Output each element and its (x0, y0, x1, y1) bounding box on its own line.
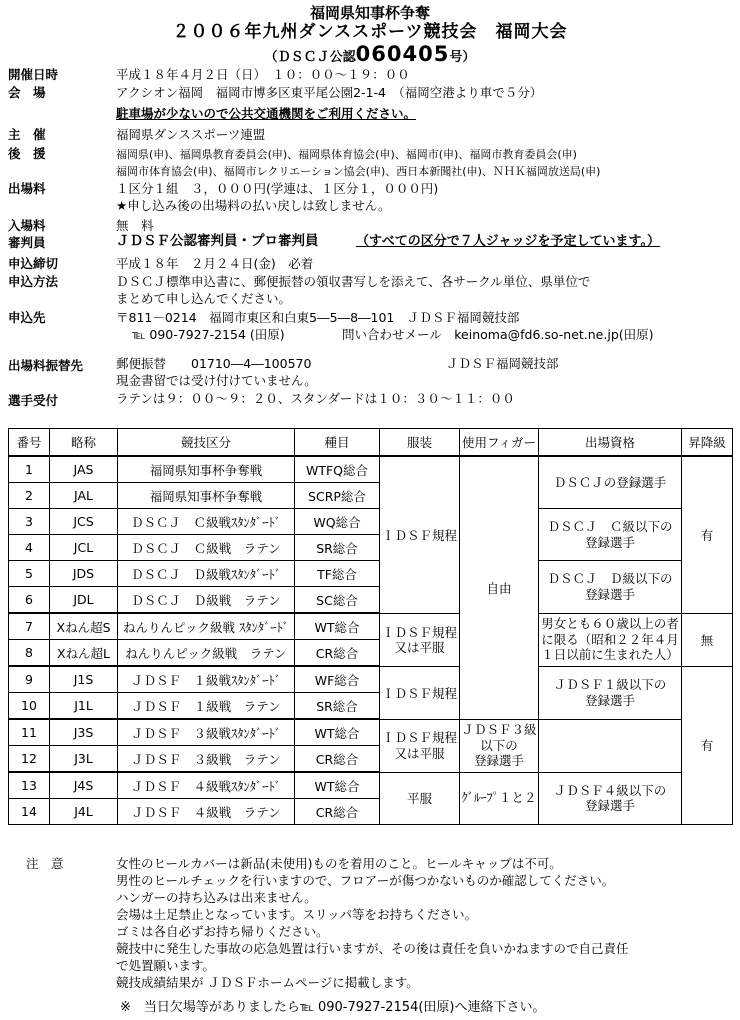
row-number: 6 (9, 587, 50, 614)
row-class: ＤＳＣＪ Ｃ級戦ｽﾀﾝﾀﾞｰﾄﾞ (118, 509, 295, 535)
row-abbr: J1S (50, 666, 118, 693)
fee-note: ★申し込み後の出場料の払い戻しは致しません。 (116, 198, 391, 213)
row-event: WF総合 (295, 666, 380, 693)
qual-4-line1: ＪＤＳＦ４級以下の (553, 782, 667, 798)
figure-free-cell: 自由 (460, 456, 539, 719)
row-abbr: J1L (50, 693, 118, 720)
row-number: 4 (9, 535, 50, 561)
deadline-value: 平成１８年 ２月２４日(金) 必着 (116, 256, 314, 271)
row-event: SCRP総合 (295, 483, 380, 509)
method-line1: ＤＳＣＪ標準申込書に、郵便振替の領収書写しを添えて、各サークル単位、県単位で (116, 274, 591, 289)
qual-nenrin-cell (539, 613, 682, 666)
row-number: 14 (9, 799, 50, 825)
qual-nenrin-line3: １日以前に生まれた人） (541, 647, 679, 663)
qual-4-cell (539, 772, 682, 825)
transfer-note: 現金書留では受け付けていません。 (116, 373, 317, 388)
title-line1: 福岡県知事杯争奪 (309, 4, 430, 22)
row-abbr: J4L (50, 799, 118, 825)
header-number: 番号 (9, 429, 50, 457)
row-event: SR総合 (295, 535, 380, 561)
row-event: CR総合 (295, 746, 380, 773)
row-event: WQ総合 (295, 509, 380, 535)
table-row (9, 456, 733, 483)
note-line: 女性のヒールカバーは新品(未使用)ものを着用のこと。ヒールキャップは不可。 (116, 856, 562, 871)
row-number: 1 (9, 456, 50, 483)
title-line2: ２００６年九州ダンススポーツ競技会 福岡大会 (172, 22, 568, 42)
row-class: ＤＳＣＪ Ｄ級戦 ラテン (118, 587, 295, 614)
header-figure: 使用フィガー (460, 429, 539, 457)
table-row (9, 772, 733, 799)
row-number: 2 (9, 483, 50, 509)
qual-dscj-cell: ＤＳＣＪの登録選手 (539, 456, 682, 509)
row-number: 12 (9, 746, 50, 773)
fee-value: １区分１組 ３，０００円(学連は、１区分１，０００円) (116, 181, 439, 196)
judge-value: ＪＤＳＦ公認審判員・プロ審判員 (116, 233, 319, 249)
row-class: ＪＤＳＦ １級戦 ラテン (118, 693, 295, 720)
table-row (9, 666, 733, 693)
qual-d-cell (539, 561, 682, 614)
qual-d-line2: 登録選手 (584, 586, 635, 602)
row-number: 7 (9, 613, 50, 640)
header-promotion: 昇降級 (682, 429, 733, 457)
support-line2: 福岡市体育協会(申)、福岡市レクリエーション協会(申)、西日本新聞社(申)、ＮＨＫ福岡放送局(申) (116, 165, 601, 178)
row-event: WT総合 (295, 719, 380, 746)
transfer-label: 出場料振替先 (8, 358, 84, 373)
address-contact: 問い合わせメール keinoma@fd6.so-net.ne.jp(田原) (342, 327, 654, 342)
row-number: 9 (9, 666, 50, 693)
promotion-cell-2: 無 (682, 613, 733, 666)
method-label: 申込方法 (8, 274, 59, 289)
host-value: 福岡県ダンススポーツ連盟 (116, 127, 266, 142)
row-abbr: Xねん超L (50, 640, 118, 667)
qual-c-line2: 登録選手 (584, 534, 635, 550)
promotion-cell-1: 有 (682, 456, 733, 613)
support-label: 後 援 (8, 146, 46, 161)
row-event: CR総合 (295, 640, 380, 667)
reception-label: 選手受付 (8, 393, 59, 408)
qual-3-line2: 登録選手 (473, 753, 524, 769)
qual-nenrin-line2: に限る（昭和２２年４月 (541, 631, 679, 647)
qual-1-line1: ＪＤＳＦ１級以下の (553, 676, 667, 692)
row-abbr: J3L (50, 746, 118, 773)
promotion-cell-3: 有 (682, 666, 733, 825)
qual-nenrin-line1: 男女とも６０歳以上の者 (541, 616, 679, 632)
row-event: TF総合 (295, 561, 380, 587)
note-line: 競技成績結果が ＪＤＳＦホームページに掲載します。 (116, 975, 419, 990)
judge-note: （すべての区分で７人ジャッジを予定しています。） (356, 234, 660, 249)
address-tel: ℡ 090-7927-2154 (田原) (132, 327, 285, 342)
row-class: ＤＳＣＪ Ｄ級戦ｽﾀﾝﾀﾞｰﾄﾞ (118, 561, 295, 587)
header-qualification: 出場資格 (539, 429, 682, 457)
row-class: 福岡県知事杯争奪戦 (118, 456, 295, 483)
date-value: 平成１８年４月２日（日） １０：００～１９：００ (116, 67, 410, 82)
header-abbr: 略称 (50, 429, 118, 457)
entry-value: 無 料 (116, 218, 154, 233)
row-class: ＪＤＳＦ ４級戦ｽﾀﾝﾀﾞｰﾄﾞ (118, 772, 295, 799)
qual-3-cell (460, 719, 539, 772)
row-class: ＪＤＳＦ ３級戦 ラテン (118, 746, 295, 773)
parking-note: 駐車場が少ないので公共交通機関をご利用ください。 (116, 106, 417, 121)
qual-1-line2: 登録選手 (584, 692, 635, 708)
address-label: 申込先 (8, 310, 46, 325)
fee-label: 出場料 (8, 181, 46, 196)
header-dress: 服装 (380, 429, 460, 457)
row-abbr: JAL (50, 483, 118, 509)
row-abbr: JCS (50, 509, 118, 535)
row-abbr: Xねん超S (50, 613, 118, 640)
certification-prefix: （ＤＳＣＪ公認 (264, 50, 356, 65)
row-number: 3 (9, 509, 50, 535)
reception-value: ラテンは９：００～９：２０、スタンダードは１０：３０～１１：００ (116, 391, 515, 406)
note-line: で処置願います。 (116, 958, 216, 973)
dress-idsf-or-casual-cell-2 (380, 719, 460, 772)
title-line3 (0, 44, 740, 65)
table-row (9, 746, 733, 773)
row-class: ねんりんピック級戦 ラテン (118, 640, 295, 667)
dress-casual-cell: 平服 (380, 772, 460, 825)
note-line: 男性のヒールチェックを行いますので、フロアーが傷つかないものか確認してください。 (116, 873, 615, 888)
venue-value: アクシオン福岡 福岡市博多区東平尾公園2-1-4 （福岡空港より車で５分） (116, 85, 543, 100)
note-line: 競技中に発生した事故の応急処置は行いますが、その後は責任を負いかねますので自己責任 (116, 941, 629, 956)
qual-4-line2: 登録選手 (584, 798, 635, 814)
certification-number: 060405 (355, 42, 450, 66)
table-header-row (9, 429, 733, 457)
row-abbr: JDL (50, 587, 118, 614)
row-event: WT総合 (295, 613, 380, 640)
qual-1-cell (539, 666, 682, 719)
row-abbr: JDS (50, 561, 118, 587)
row-abbr: JAS (50, 456, 118, 483)
row-number: 11 (9, 719, 50, 746)
dress3-line2: 又は平服 (394, 745, 445, 761)
dress-idsf-cell: ＩＤＳＦ規程 (380, 456, 460, 613)
deadline-label: 申込締切 (8, 256, 59, 271)
row-event: SC総合 (295, 587, 380, 614)
table-row (9, 509, 733, 535)
table-row (9, 719, 733, 746)
row-number: 13 (9, 772, 50, 799)
method-line2: まとめて申し込んでください。 (116, 291, 292, 306)
date-label: 開催日時 (8, 67, 59, 82)
table-row (9, 561, 733, 587)
row-class: 福岡県知事杯争奪戦 (118, 483, 295, 509)
row-class: ＪＤＳＦ ４級戦 ラテン (118, 799, 295, 825)
dress-idsf-cell-2: ＩＤＳＦ規程 (380, 666, 460, 719)
venue-label: 会 場 (8, 85, 46, 100)
row-class: ＪＤＳＦ １級戦ｽﾀﾝﾀﾞｰﾄﾞ (118, 666, 295, 693)
row-abbr: J4S (50, 772, 118, 799)
header-class: 競技区分 (118, 429, 295, 457)
entry-label: 入場料 (8, 218, 46, 233)
qual-c-line1: ＤＳＣＪ Ｃ級以下の (547, 518, 673, 534)
note-line: ゴミは各自必ずお持ち帰りください。 (116, 924, 329, 939)
event-table (8, 428, 733, 825)
transfer-value: 郵便振替 01710―4―100570 (116, 356, 312, 371)
row-event: CR総合 (295, 799, 380, 825)
row-number: 10 (9, 693, 50, 720)
row-class: ＪＤＳＦ ３級戦ｽﾀﾝﾀﾞｰﾄﾞ (118, 719, 295, 746)
host-label: 主 催 (8, 127, 46, 142)
dress3-line1: ＩＤＳＦ規程 (381, 729, 457, 745)
row-number: 5 (9, 561, 50, 587)
certification-suffix: 号） (449, 50, 476, 65)
figure-group-cell: ｸﾞﾙｰﾌﾟ１と２ (460, 772, 539, 825)
table-row (9, 613, 733, 640)
notes-label: 注 意 (26, 856, 64, 871)
row-class: ねんりんピック級戦 ｽﾀﾝﾀﾞｰﾄﾞ (118, 613, 295, 640)
row-number: 8 (9, 640, 50, 667)
judge-label: 審判員 (8, 235, 46, 250)
row-class: ＤＳＣＪ Ｃ級戦 ラテン (118, 535, 295, 561)
note-line: 会場は土足禁止となっています。スリッパ等をお持ちください。 (116, 907, 478, 922)
qual-d-line1: ＤＳＣＪ Ｄ級以下の (547, 571, 673, 587)
row-abbr: J3S (50, 719, 118, 746)
row-event: SR総合 (295, 693, 380, 720)
row-event: WT総合 (295, 772, 380, 799)
row-abbr: JCL (50, 535, 118, 561)
note-line: ハンガーの持ち込みは出来ません。 (116, 890, 317, 905)
transfer-dest: ＪＤＳＦ福岡競技部 (446, 356, 559, 371)
footer-note: ※ 当日欠場等がありましたら℡ 090-7927-2154(田原)へ連絡下さい。 (120, 1000, 546, 1015)
qual-3-line1: ＪＤＳＦ３級以下の (461, 722, 537, 753)
dress-idsf-or-casual-cell: ＩＤＳＦ規程又は平服 (380, 613, 460, 666)
support-line1: 福岡県(申)、福岡県教育委員会(申)、福岡県体育協会(申)、福岡市(申)、福岡市教育委員会(申) (116, 148, 577, 161)
qual-c-cell (539, 509, 682, 561)
header-event: 種目 (295, 429, 380, 457)
row-event: WTFQ総合 (295, 456, 380, 483)
address-line1: 〒811－0214 福岡市東区和白東5―5―8―101 ＪＤＳＦ福岡競技部 (116, 310, 520, 325)
